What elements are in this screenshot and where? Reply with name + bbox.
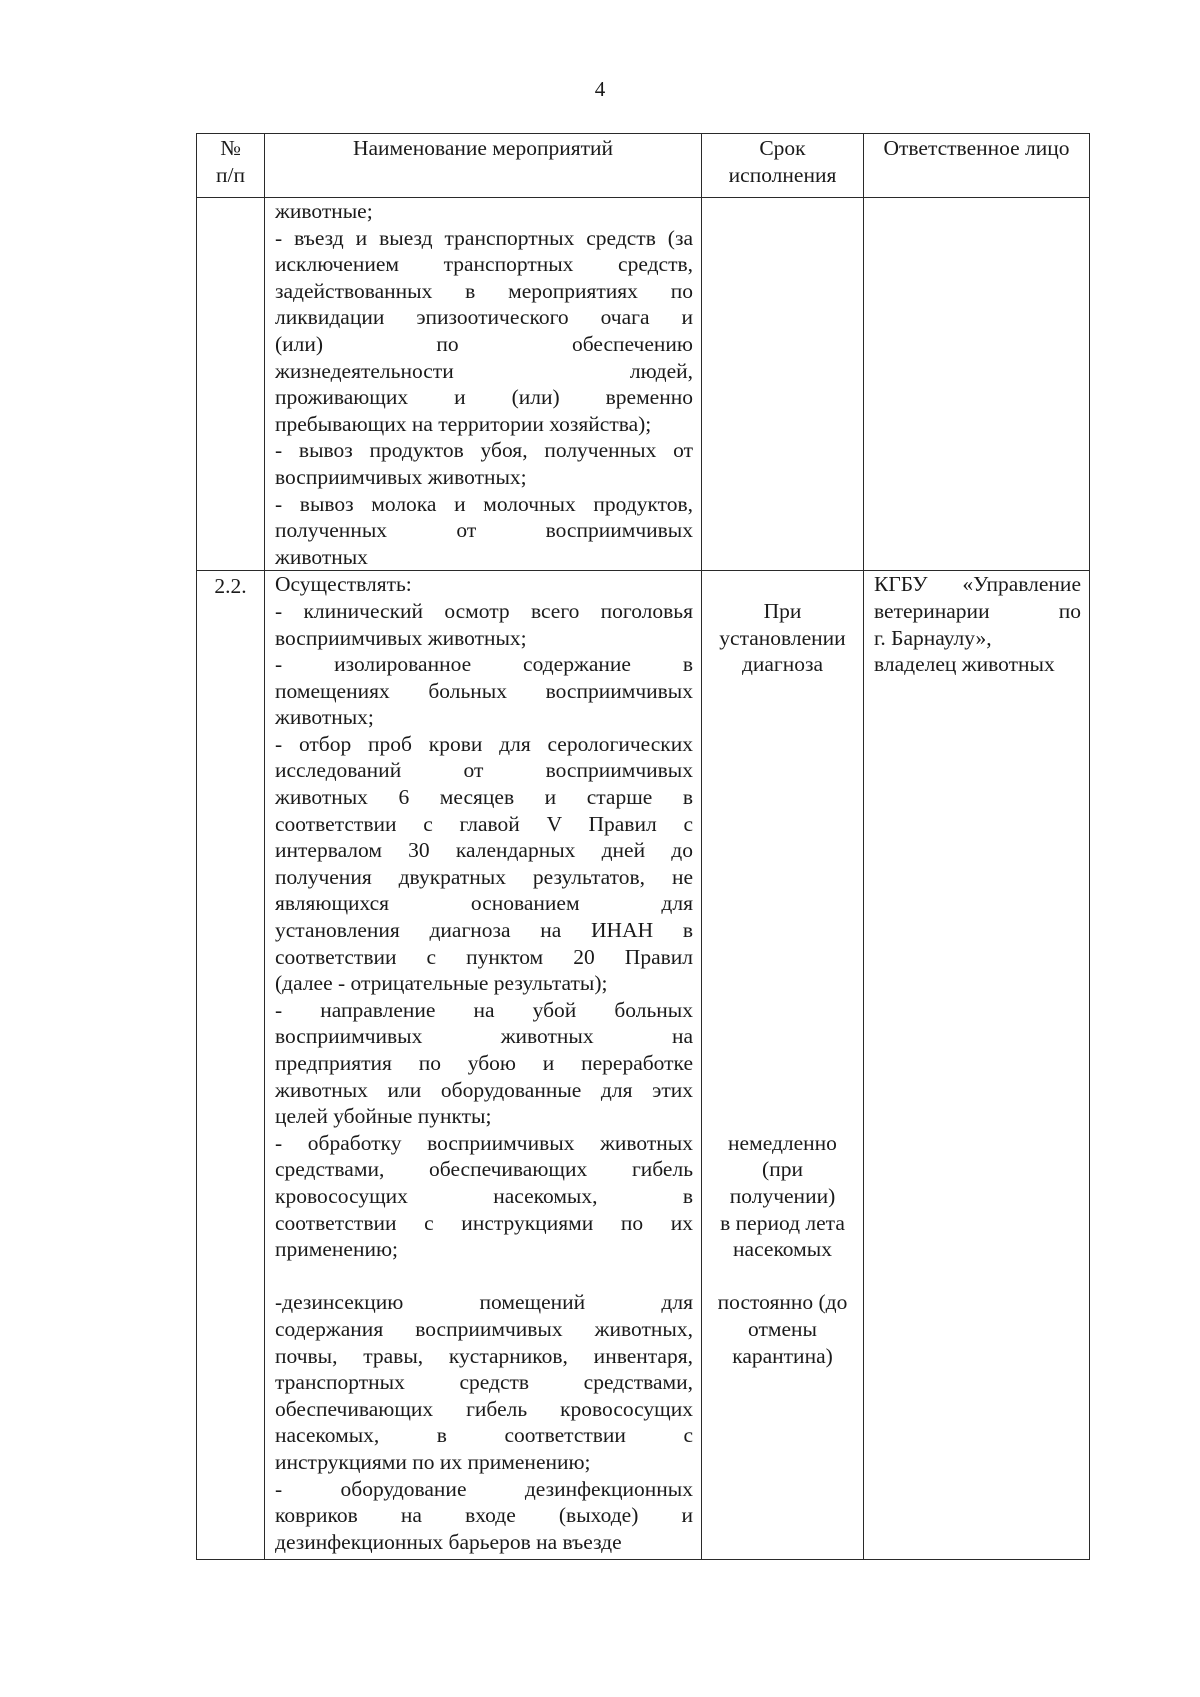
text-line: (далее - отрицательные результаты); [275,971,608,996]
text-line: задействованных в мероприятиях по [275,278,693,303]
text-line: ветеринарии по [874,598,1081,623]
text-line: восприимчивых животных на [275,1024,693,1049]
text-line: транспортных средств средствами, [275,1370,693,1395]
row-num [197,198,265,571]
text-line: получении) [729,1183,836,1208]
text-line: кровососущих насекомых, в [275,1183,693,1208]
text-line: являющихся основанием для [275,891,693,916]
text-line: установлении [719,625,846,650]
text-line [708,997,857,1024]
text-line [708,1263,857,1290]
text-line: соответствии с главой V Правил с [275,811,693,836]
text-line [708,917,857,944]
text-line: - клинический осмотр всего поголовья [275,598,693,623]
text-line: средствами, обеспечивающих гибель [275,1157,693,1182]
text-line [708,1023,857,1050]
text-line: - изолированное содержание в [275,652,693,677]
text-line: соответствии с инструкциями по их [275,1210,693,1235]
text-line: обеспечивающих гибель кровососущих [275,1396,693,1421]
text-line: животных или оборудованные для этих [275,1077,693,1102]
text-line [708,944,857,971]
row-measures [265,571,702,1560]
text-line: ликвидации эпизоотического очага и [275,305,693,330]
text-line: КГБУ «Управление [874,572,1081,597]
header-name-line: Наименование мероприятий [352,136,614,160]
header-responsible [864,134,1090,198]
text-line: насекомых, в соответствии с [275,1423,693,1448]
text-line: в период лета [720,1210,845,1235]
text-line: насекомых [733,1237,832,1262]
header-num [197,134,265,198]
text-line: немедленно [728,1130,837,1155]
row-term [702,198,864,571]
header-term-line: исполнения [728,162,837,187]
text-line: установления диагноза на ИНАН в [275,918,693,943]
header-responsible-line: Ответственное лицо [883,136,1070,160]
text-line: - вывоз молока и молочных продуктов, [275,491,693,516]
header-num-line: № [220,136,241,160]
text-line: применению; [275,1237,399,1262]
text-line: - направление на убой больных [275,997,693,1022]
text-line [708,784,857,811]
text-line: диагноза [741,652,824,677]
text-line [708,731,857,758]
text-line: Осуществлять: [275,572,412,597]
text-line [708,1050,857,1077]
text-line: - вывоз продуктов убоя, полученных от [275,438,693,463]
text-line: животных [275,544,368,569]
text-line: животных; [275,705,374,730]
text-line: исследований от восприимчивых [275,758,693,783]
text-line: - обработку восприимчивых животных [275,1130,693,1155]
text-line: - оборудование дезинфекционных [275,1476,693,1501]
text-line [708,837,857,864]
row-measures [265,198,702,571]
text-line [708,1103,857,1130]
text-line: отмены [748,1316,817,1341]
table-header-row [197,134,1090,198]
text-line [708,811,857,838]
text-line: (при [762,1157,803,1182]
text-line: (или) по обеспечению [275,331,693,356]
text-line [275,1263,693,1290]
header-name [265,134,702,198]
text-line: г. Барнаулу», [874,625,992,650]
text-line: инструкциями по их применению; [275,1449,591,1474]
header-num-line: п/п [216,162,245,187]
text-line: содержания восприимчивых животных, [275,1316,693,1341]
page-number: 4 [594,77,606,101]
text-line [708,864,857,891]
text-line: ковриков на входе (выходе) и [275,1503,693,1528]
text-line: животных 6 месяцев и старше в [275,785,693,810]
text-line: карантина) [732,1343,833,1368]
text-line [708,970,857,997]
row-term [702,571,864,1560]
text-line: проживающих и (или) временно [275,385,693,410]
text-line: -дезинсекцию помещений для [275,1290,693,1315]
text-line: помещениях больных восприимчивых [275,678,693,703]
measures-table [196,133,1090,1560]
text-line: - въезд и выезд транспортных средств (за [275,225,693,250]
row-responsible [864,198,1090,571]
text-line: целей убойные пункты; [275,1104,492,1129]
text-line: животные; [275,199,373,223]
text-line: владелец животных [874,652,1055,677]
text-line [708,704,857,731]
text-line: дезинфекционных барьеров на въезде [275,1529,622,1554]
text-line [708,890,857,917]
text-line: - отбор проб крови для серологических [275,731,693,756]
header-term [702,134,864,198]
text-line [708,1077,857,1104]
text-line: предприятия по убою и переработке [275,1051,693,1075]
text-line: восприимчивых животных; [275,625,527,650]
text-line: восприимчивых животных; [275,464,527,489]
header-term-line: Срок [759,136,806,160]
text-line: получения двукратных результатов, не [275,864,693,889]
text-line: пребывающих на территории хозяйства); [275,411,652,436]
text-line: При [763,598,802,623]
text-line: соответствии с пунктом 20 Правил [275,944,693,969]
table-row [197,571,1090,1560]
text-line: жизнедеятельности людей, [275,358,693,383]
table-row [197,198,1090,571]
text-line: почвы, травы, кустарников, инвентаря, [275,1343,693,1368]
row-num: 2.2. [197,571,265,1560]
row-responsible [864,571,1090,1560]
text-line: интервалом 30 календарных дней до [275,838,693,863]
text-line [708,757,857,784]
text-line: полученных от восприимчивых [275,518,693,543]
text-line [708,678,857,705]
text-line: постоянно (до [717,1290,848,1315]
text-line [708,571,857,598]
text-line: исключением транспортных средств, [275,252,693,277]
